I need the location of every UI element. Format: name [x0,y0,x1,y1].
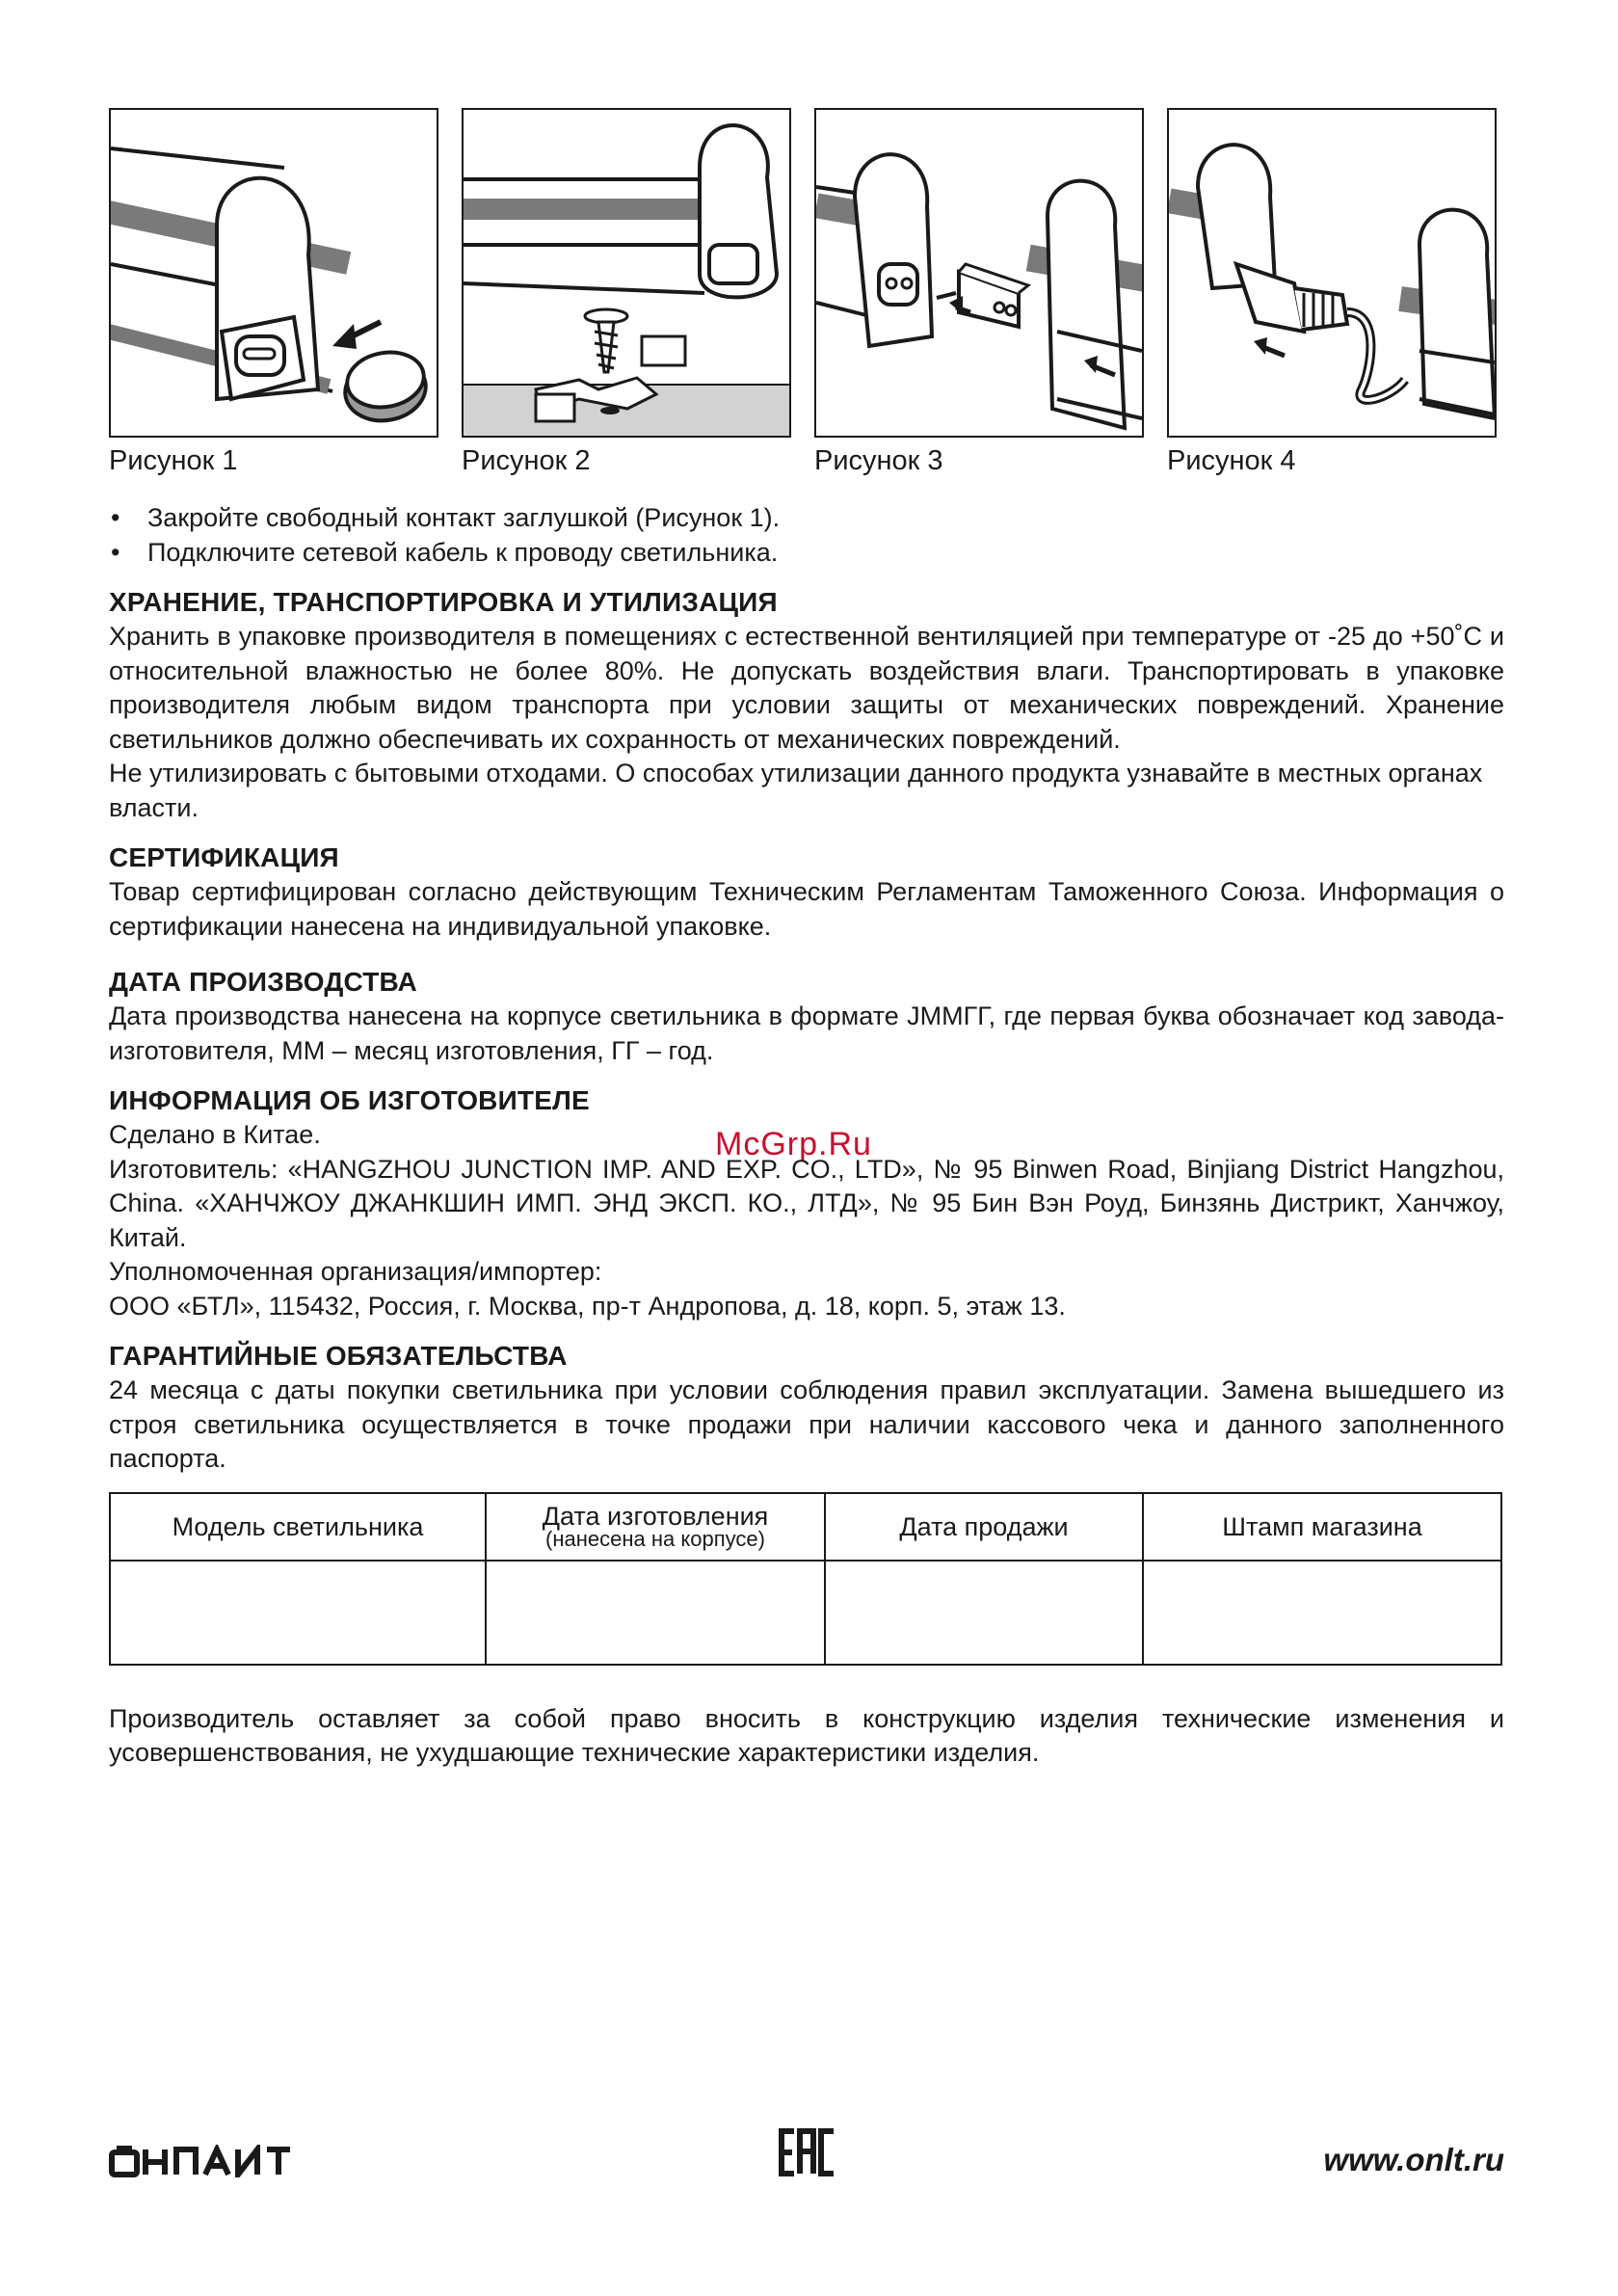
website-link[interactable]: www.onlt.ru [1323,2142,1504,2177]
figure-1 [109,108,438,477]
figure-1-caption: Рисунок 1 [109,445,238,476]
watermark: McGrp.Ru [715,1126,872,1162]
warranty-section [109,1339,1504,1666]
list-item: • Закройте свободный контакт заглушкой (Рисунок 1). [109,501,1504,536]
certification-section [109,841,1504,944]
connector-link-illustration [816,110,1142,436]
certification-heading: СЕРТИФИКАЦИЯ [109,842,339,872]
figure-3-caption: Рисунок 3 [814,445,943,476]
instruction-list [109,501,1504,570]
figure-row [109,108,1504,486]
end-cap-plug-illustration [111,110,437,436]
importer-text: ООО «БТЛ», 115432, Россия, г. Москва, пр-т Андропова, д. 18, корп. 5, этаж 13. [109,1291,1066,1321]
warranty-heading: ГАРАНТИЙНЫЕ ОБЯЗАТЕЛЬСТВА [109,1341,568,1371]
figure-4-caption: Рисунок 4 [1167,445,1296,476]
production-date-heading: ДАТА ПРОИЗВОДСТВА [109,967,417,997]
manufacturer-text: Изготовитель: «HANGZHOU JUNCTION IMP. AND EXP. CO., LTD», № 95 Binwen Road, Binjiang District Hangzhou, China. «ХАНЧЖОУ ДЖАНКШИН ИМП. ЭНД ЭКСП. КО., ЛТД», № 95 Бин Вэн Роуд, Бинзянь Дистрикт, Ханчжоу, Китай. [109,1154,1504,1252]
col-sale-date: Дата продажи [825,1493,1143,1561]
model-cell[interactable] [110,1561,486,1665]
col-date-label: Дата изготовления [542,1501,769,1531]
made-in-text: Сделано в Китае. [109,1120,321,1149]
warranty-table [109,1492,1502,1666]
document-body [109,501,1504,1797]
table-row [110,1561,1501,1665]
manufacturer-section [109,1083,1504,1323]
figure-2-caption: Рисунок 2 [462,445,591,476]
col-date-note: (нанесена на корпусе) [545,1526,765,1551]
screw-mounting-illustration [464,110,789,436]
figure-4-illustration [1167,108,1497,438]
disposal-text: Не утилизировать с бытовыми отходами. О способах утилизации данного продукта узнавайте в местных органах власти. [109,759,1483,822]
manufacture-date-cell[interactable] [486,1561,825,1665]
figure-2 [462,108,791,477]
col-stamp: Штамп магазина [1143,1493,1501,1561]
table-header-row [110,1493,1501,1561]
eac-mark [779,2128,836,2176]
storage-text: Хранить в упаковке производителя в помещениях с естественной вентиляцией при температуре от -25 до +50˚С и относительной влажностью не более 80%. Не допускать воздействия влаги. Транспортировать в упаковке производителя любым видом транспорта при условии защиты от механических повреждений. Хранение светильников должно обеспечивать их сохранность от механических повреждений. [109,622,1504,754]
onlight-logo [109,2145,326,2177]
stamp-cell[interactable] [1143,1561,1501,1665]
col-manufacture-date [486,1493,825,1561]
importer-label: Уполномоченная организация/импортер: [109,1257,602,1286]
figure-2-illustration [462,108,791,438]
certification-text: Товар сертифицирован согласно действующим Техническим Регламентам Таможенного Союза. Информация о сертификации нанесена на индивидуальной упаковке. [109,877,1504,941]
production-date-section [109,965,1504,1068]
warranty-text: 24 месяца с даты покупки светильника при условии соблюдения правил эксплуатации. Замена вышедшего из строя светильника осуществляется в точке продажи при наличии кассового чека и данного заполненного паспорта. [109,1375,1504,1473]
figure-1-illustration [109,108,438,438]
figure-3-illustration [814,108,1144,438]
figure-3 [814,108,1144,477]
col-model: Модель светильника [110,1493,486,1561]
storage-section [109,585,1504,825]
closing-text: Производитель оставляет за собой право вносить в конструкцию изделия технические изменения и усовершенствования, не ухудшающие технические характеристики изделия. [109,1703,1504,1767]
manufacturer-heading: ИНФОРМАЦИЯ ОБ ИЗГОТОВИТЕЛЕ [109,1085,590,1115]
figure-4 [1167,108,1497,477]
list-item: • Подключите сетевой кабель к проводу светильника. [109,536,1504,571]
power-cable-plug-illustration [1169,110,1495,436]
sale-date-cell[interactable] [825,1561,1143,1665]
production-date-text: Дата производства нанесена на корпусе светильника в формате JММГГ, где первая буква обозначает код завода-изготовителя, ММ – месяц изготовления, ГГ – год. [109,1001,1504,1065]
storage-heading: ХРАНЕНИЕ, ТРАНСПОРТИРОВКА И УТИЛИЗАЦИЯ [109,587,778,617]
